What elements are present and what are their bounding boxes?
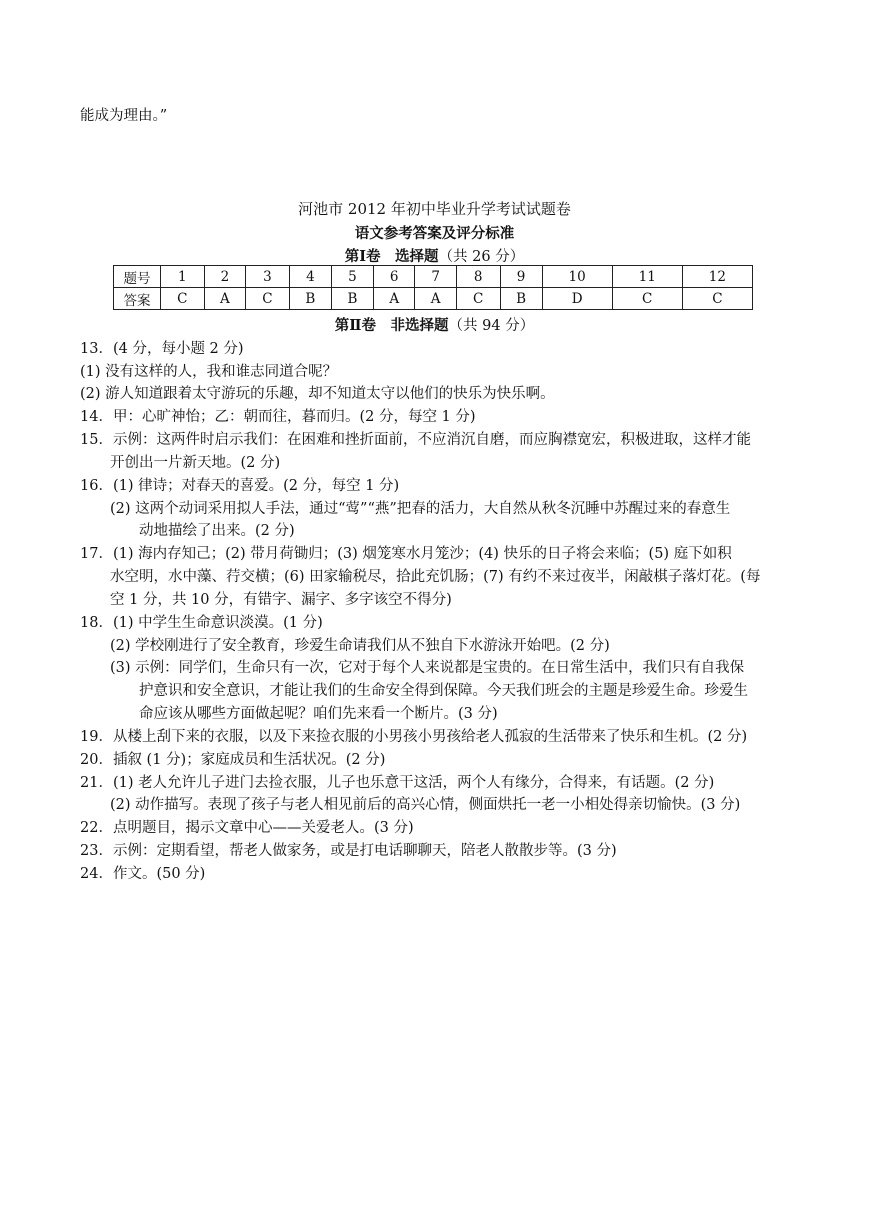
question-number: 11 [612, 266, 682, 288]
question-number: 1 [161, 266, 205, 288]
answer-cell: C [612, 288, 682, 310]
answer-line: 14．甲：心旷神怡；乙：朝而往，暮而归。(2 分，每空 1 分) [80, 409, 476, 425]
answer-line: 13．(4 分，每小题 2 分) [80, 341, 244, 357]
answer-cell: A [204, 288, 245, 310]
answer-cell: A [373, 288, 414, 310]
answer-line: 22．点明题目，揭示文章中心——关爱老人。(3 分) [80, 820, 414, 836]
answer-cell: C [456, 288, 500, 310]
section-1-score: （共 26 分） [438, 249, 525, 265]
section-1-label: 第Ⅰ卷 选择题 [344, 248, 439, 265]
question-number: 10 [542, 266, 612, 288]
answer-cell: C [682, 288, 752, 310]
question-number: 2 [204, 266, 245, 288]
question-number: 12 [682, 266, 752, 288]
answer-cell: C [246, 288, 290, 310]
answer-line: 命应该从哪些方面做起呢？咱们先来看一个断片。(3 分) [139, 706, 498, 722]
answer-line: 15．示例：这两件时启示我们：在困难和挫折面前，不应消沉自磨，而应胸襟宽宏，积极进取，这样才能 [80, 432, 751, 448]
question-number: 4 [289, 266, 331, 288]
answer-line: 水空明，水中藻、荇交横；(6) 田家输税尽，拾此充饥肠；(7) 有约不来过夜半，闲敲棋子落灯花。(每 [110, 569, 761, 585]
section-1-heading [0, 245, 869, 266]
table-row-numbers [114, 266, 753, 288]
question-number: 8 [456, 266, 500, 288]
question-number: 5 [331, 266, 373, 288]
answer-cell: C [161, 288, 205, 310]
answer-line: 24．作文。(50 分) [80, 866, 206, 882]
row-label-answer: 答案 [114, 288, 161, 310]
answer-line: (2) 这两个动词采用拟人手法，通过“莺”“燕”把春的活力，大自然从秋冬沉睡中苏醒过来的春意生 [110, 501, 731, 517]
answer-cell: B [500, 288, 542, 310]
answer-line: 动地描绘了出来。(2 分) [139, 523, 295, 539]
section-2-heading [0, 314, 869, 335]
answer-line: (1) 没有这样的人，我和谁志同道合呢？ [80, 364, 338, 380]
answer-cell: B [331, 288, 373, 310]
answer-line: 20．插叙 (1 分)；家庭成员和生活状况。(2 分) [80, 752, 386, 768]
exam-title: 河池市 2012 年初中毕业升学考试试题卷 [298, 200, 571, 218]
question-number: 3 [246, 266, 290, 288]
answer-line: 空 1 分，共 10 分，有错字、漏字、多字该空不得分) [110, 592, 452, 608]
answer-line: 开创出一片新天地。(2 分) [110, 455, 281, 471]
answer-line: (3) 示例：同学们，生命只有一次，它对于每个人来说都是宝贵的。在日常生活中，我们只有自我保 [110, 660, 745, 676]
answer-line: (2) 学校刚进行了安全教育，珍爱生命请我们从不独自下水游泳开始吧。(2 分) [110, 638, 610, 654]
table-row-answers [114, 288, 753, 310]
answer-line: 护意识和安全意识，才能让我们的生命安全得到保障。今天我们班会的主题是珍爱生命。珍爱生 [139, 683, 748, 699]
question-number: 6 [373, 266, 414, 288]
answer-line: 16．(1) 律诗；对春天的喜爱。(2 分，每空 1 分) [80, 478, 400, 494]
answer-cell: B [289, 288, 331, 310]
section-2-score: （共 94 分） [448, 318, 535, 334]
row-label-number: 题号 [114, 266, 161, 288]
question-number: 7 [415, 266, 456, 288]
previous-page-fragment: 能成为理由。” [80, 108, 168, 124]
answer-line: 23．示例：定期看望，帮老人做家务，或是打电话聊聊天，陪老人散散步等。(3 分) [80, 843, 617, 859]
answer-line: 21．(1) 老人允许儿子进门去捡衣服，儿子也乐意干这活，两个人有缘分，合得来，有话题。(2 分) [80, 775, 715, 791]
answer-cell: D [542, 288, 612, 310]
section-2-label: 第Ⅱ卷 非选择题 [334, 317, 449, 334]
answer-line: 18．(1) 中学生生命意识淡漠。(1 分) [80, 615, 323, 631]
answer-line: 17．(1) 海内存知己；(2) 带月荷锄归；(3) 烟笼寒水月笼沙；(4) 快乐的日子将会来临；(5) 庭下如积 [80, 546, 732, 562]
answer-table [113, 265, 753, 310]
document-subtitle: 语文参考答案及评分标准 [354, 225, 515, 242]
answer-cell: A [415, 288, 456, 310]
answer-line: (2) 游人知道跟着太守游玩的乐趣，却不知道太守以他们的快乐为快乐啊。 [80, 386, 555, 402]
answer-line: (2) 动作描写。表现了孩子与老人相见前后的高兴心情，侧面烘托一老一小相处得亲切愉快。(3 分) [110, 797, 741, 813]
answer-line: 19．从楼上刮下来的衣服，以及下来捡衣服的小男孩小男孩给老人孤寂的生活带来了快乐和生机。(2 分) [80, 729, 748, 745]
question-number: 9 [500, 266, 542, 288]
